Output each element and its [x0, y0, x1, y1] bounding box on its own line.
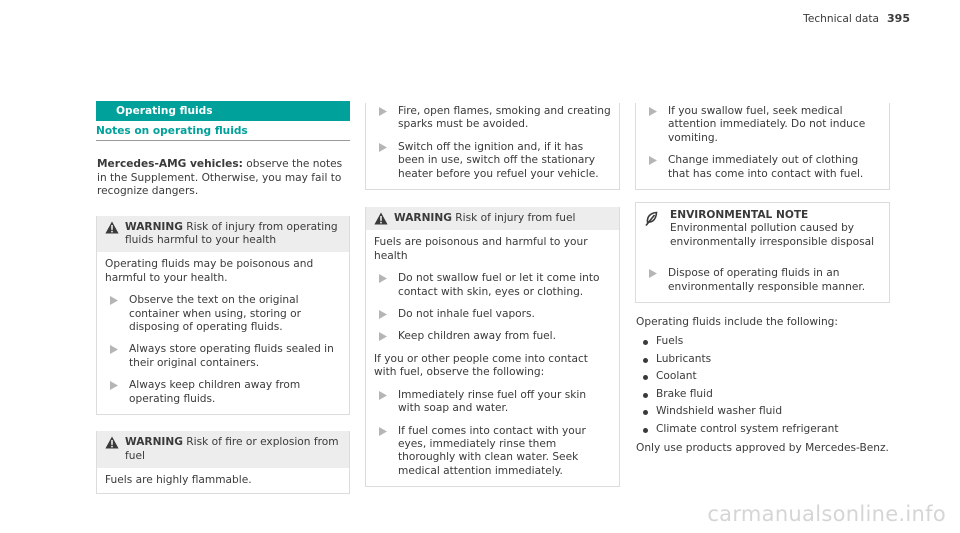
warning-body	[97, 252, 349, 414]
warning-head-text	[125, 436, 343, 463]
arrow-bullet-icon	[374, 389, 392, 400]
list-item	[644, 105, 881, 145]
bullet-text: Do not swallow fuel or let it come into contact with skin, eyes or clothing.	[398, 272, 600, 298]
bullet-text: If you swallow fuel, seek medical attention immediately. Do not induce vomiting.	[668, 105, 866, 144]
bullet-text: Change immediately out of clothing that has come into contact with fuel.	[668, 154, 864, 180]
bullet-dot	[643, 393, 648, 398]
list-item	[374, 330, 611, 343]
bullet-text: Always keep children away from operating fluids.	[129, 379, 301, 405]
list-item	[635, 405, 890, 418]
intro-text: observe the notes in the Supplement. Otherwise, you may fail to recognize dangers.	[97, 158, 343, 198]
arrow-bullet-icon	[644, 267, 662, 278]
list-item	[374, 425, 611, 479]
warning-head-text	[394, 212, 575, 225]
arrow-bullet-icon	[374, 105, 392, 116]
warning-body-text: Operating fluids may be poisonous and harmful to your health.	[105, 258, 314, 284]
warning-body	[366, 230, 619, 486]
warning-bullets	[105, 294, 341, 406]
environmental-note-title: Environmental pollution caused by environmentally irresponsible disposal	[670, 222, 875, 248]
bullet-dot	[643, 375, 648, 380]
arrow-bullet-icon	[374, 141, 392, 152]
page-number: 395	[887, 12, 910, 25]
bullet-text: Fire, open flames, smoking and creating sparks must be avoided.	[398, 105, 611, 131]
environmental-note-head	[635, 202, 890, 255]
leaf-icon	[644, 211, 660, 227]
list-item-text: Windshield washer fluid	[656, 405, 783, 418]
warning-box-operating-fluids	[96, 216, 350, 415]
page-header	[803, 12, 910, 26]
arrow-bullet-icon	[374, 308, 392, 319]
warning-bullets-2	[374, 389, 611, 478]
warning-label: WARNING	[125, 220, 183, 233]
list-item	[105, 294, 341, 334]
list-item-text: Coolant	[656, 370, 697, 383]
list-item	[635, 353, 890, 366]
list-item	[105, 379, 341, 406]
arrow-bullet-icon	[374, 272, 392, 283]
warning-triangle-icon	[374, 212, 388, 225]
bullet-text: Observe the text on the original container when using, storing or disposing of operating fluids.	[129, 294, 301, 334]
watermark: carmanualsonline.info	[707, 501, 946, 526]
warning-head	[366, 207, 619, 230]
bullet-dot	[643, 340, 648, 345]
environmental-note-text	[670, 209, 883, 249]
list-item	[635, 335, 890, 348]
bullet-text: Dispose of operating fluids in an environmentally responsible manner.	[668, 267, 866, 293]
continued-bullets-box	[365, 103, 620, 190]
warning-head	[97, 431, 349, 468]
intro-bold: Mercedes-AMG vehicles:	[97, 158, 243, 171]
arrow-bullet-icon	[644, 154, 662, 165]
list-item	[105, 343, 341, 370]
warning-head	[97, 216, 349, 253]
warning-body-text: Fuels are poisonous and harmful to your health	[374, 236, 588, 262]
bullet-text: Immediately rinse fuel off your skin with soap and water.	[398, 388, 587, 415]
warning-head-text	[125, 221, 343, 248]
warning-bullets	[374, 272, 611, 344]
closing-text: Only use products approved by Mercedes-Benz.	[636, 441, 889, 454]
warning-body	[97, 468, 349, 493]
arrow-bullet-icon	[105, 343, 123, 354]
column-1	[96, 101, 350, 494]
environmental-note-box	[635, 202, 890, 303]
bullet-text: Keep children away from fuel.	[398, 330, 556, 343]
warning-triangle-icon	[105, 221, 119, 234]
list-item	[374, 272, 611, 299]
bullet-dot	[643, 410, 648, 415]
list-item	[635, 423, 890, 436]
warning-box-fuel	[365, 207, 620, 487]
arrow-bullet-icon	[105, 379, 123, 390]
bullet-dot	[643, 358, 648, 363]
list-item-text: Brake fluid	[656, 387, 713, 400]
arrow-bullet-icon	[374, 425, 392, 436]
environmental-note-body	[635, 255, 890, 303]
arrow-bullet-icon	[644, 105, 662, 116]
warning-title: Risk of injury from operating fluids harmful to your health	[125, 220, 338, 247]
warning-triangle-icon	[105, 436, 119, 449]
warning-body-text: Fuels are highly flammable.	[105, 473, 252, 486]
sub-title: Notes on operating fluids	[96, 125, 350, 141]
list-item	[374, 389, 611, 416]
list-item-text: Fuels	[656, 335, 684, 348]
list-intro: Operating fluids include the following:	[636, 316, 838, 329]
bullet-text: Switch off the ignition and, if it has been in use, switch off the stationary heater before you refuel your vehicle.	[398, 140, 599, 180]
list-item	[635, 388, 890, 401]
warning-label: WARNING	[394, 212, 452, 225]
environmental-note-label: ENVIRONMENTAL NOTE	[670, 209, 809, 222]
arrow-bullet-icon	[374, 330, 392, 341]
list-item	[635, 370, 890, 383]
list-item	[644, 154, 881, 181]
list-item-text: Lubricants	[656, 352, 712, 365]
continued-bullets	[366, 103, 619, 189]
warning-title: Risk of fire or explosion from fuel	[125, 436, 339, 462]
list-item-text: Climate control system refrigerant	[656, 422, 839, 435]
bullet-text: Do not inhale fuel vapors.	[398, 308, 535, 321]
column-3	[635, 103, 890, 455]
list-item	[374, 141, 611, 181]
bullet-text: Always store operating fluids sealed in their original containers.	[129, 343, 334, 369]
list-item	[374, 105, 611, 132]
arrow-bullet-icon	[105, 294, 123, 305]
section-title: Operating fluids	[96, 101, 350, 121]
column-2	[365, 103, 620, 487]
warning-paragraph: If you or other people come into contact with fuel, observe the following:	[374, 352, 588, 379]
intro-paragraph	[96, 158, 350, 198]
continued-bullets-box	[635, 103, 890, 190]
fluids-list	[635, 335, 890, 435]
list-item	[374, 308, 611, 321]
warning-label: WARNING	[125, 436, 183, 449]
list-item	[644, 267, 881, 294]
warning-title: Risk of injury from fuel	[451, 212, 576, 225]
bullet-dot	[643, 428, 648, 433]
bullet-text: If fuel comes into contact with your eyes, immediately rinse them thoroughly with clean water. Seek medical attention immediately.	[398, 424, 586, 477]
continued-bullets	[636, 103, 889, 189]
header-section: Technical data	[803, 13, 880, 25]
warning-box-fire	[96, 431, 350, 494]
